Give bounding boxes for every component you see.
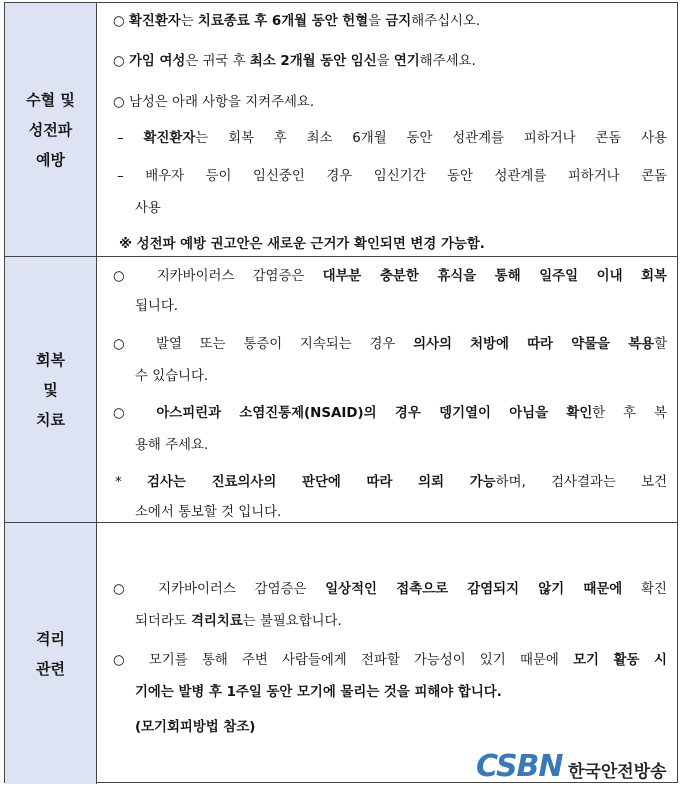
text-segment: ○ — [113, 54, 129, 69]
guideline-line — [113, 335, 667, 355]
text-segment: ○ 발열 또는 통증이 지속되는 경우 — [113, 337, 414, 352]
text-segment: 사용 — [135, 201, 161, 216]
guideline-line — [135, 436, 667, 456]
text-segment: 일상적인 접촉으로 감염되지 않기 때문에 — [325, 582, 623, 597]
text-segment: 아스피린과 소염진통제(NSAID)의 경우 뎅기열이 아님을 확인 — [156, 406, 593, 421]
guideline-line — [113, 267, 667, 287]
category-label: 관련 — [36, 659, 65, 678]
category-cell — [5, 523, 97, 784]
row-transfusion-prevention — [5, 3, 677, 257]
guideline-line — [113, 52, 667, 72]
content-cell — [97, 257, 677, 522]
content-cell — [97, 3, 677, 256]
text-segment: 는 회복 후 최소 6개월 동안 성관계를 피하거나 콘돔 사용 — [195, 131, 668, 146]
guideline-line — [115, 473, 667, 493]
text-segment: 대부분 충분한 휴식을 통해 일주일 이내 회복 — [322, 269, 667, 284]
text-segment: 의사의 처방에 따라 약물을 복용 — [413, 337, 655, 352]
guideline-line — [113, 580, 667, 600]
text-segment: ※ 성전파 예방 권고안은 새로운 근거가 확인되면 변경 가능함. — [119, 237, 485, 252]
guideline-line — [135, 199, 667, 219]
text-segment: – 배우자 등이 임신중인 경우 임신기간 동안 성관계를 피하거나 콘돔 — [117, 169, 667, 184]
category-label: 치료 — [36, 410, 65, 429]
category-label: 성전파 — [28, 120, 73, 139]
text-segment: 최소 2개월 동안 임신 — [249, 54, 377, 69]
text-segment: 수 있습니다. — [135, 369, 209, 384]
guideline-line — [119, 235, 667, 255]
text-segment: ○ 모기를 통해 주변 사람들에게 전파할 가능성이 있기 때문에 — [113, 653, 574, 668]
text-segment: 하며, 검사결과는 보건 — [495, 475, 668, 490]
text-segment: 는 불필요합니다. — [242, 614, 342, 629]
category-label: 수혈 및 — [26, 90, 75, 109]
guideline-line — [135, 718, 667, 738]
text-segment: 연기 — [393, 54, 420, 69]
text-segment: 기에는 발병 후 1주일 동안 모기에 물리는 것을 피해야 합니다. — [135, 685, 502, 700]
guideline-line — [135, 683, 667, 703]
text-segment: 해주십시오. — [411, 14, 481, 29]
text-segment: 을 — [368, 14, 386, 29]
zika-guidance-table — [4, 2, 678, 783]
text-segment: 용해 주세요. — [135, 438, 209, 453]
text-segment: ○ 지카바이러스 감염증은 — [113, 269, 323, 284]
logo-mark: CSBN — [476, 749, 563, 784]
broadcaster-logo — [476, 747, 678, 789]
text-segment: 해주세요. — [419, 54, 476, 69]
text-segment: 격리치료 — [191, 614, 243, 629]
category-cell — [5, 3, 97, 256]
text-segment: * — [115, 475, 148, 490]
text-segment: 을 — [376, 54, 394, 69]
text-segment: 확진 — [622, 582, 667, 597]
guideline-line — [113, 651, 667, 671]
text-segment: 됩니다. — [135, 299, 179, 314]
text-segment: 할 — [654, 337, 667, 352]
category-label: 및 — [43, 380, 58, 399]
guideline-line — [117, 167, 667, 187]
category-cell — [5, 257, 97, 522]
logo-name: 한국안전방송 — [568, 762, 667, 782]
text-segment: 되더라도 — [135, 614, 191, 629]
text-segment: ○ 지카바이러스 감염증은 — [113, 582, 326, 597]
text-segment: 확진환자 — [143, 131, 196, 146]
guideline-line — [135, 367, 667, 387]
text-segment: – — [117, 131, 144, 146]
text-segment: ○ — [113, 406, 157, 421]
text-segment: 은 귀국 후 — [185, 54, 250, 69]
text-segment: (모기회피방법 참조) — [135, 720, 256, 735]
content-cell — [97, 523, 677, 784]
guideline-line — [117, 129, 667, 149]
category-label: 예방 — [36, 150, 65, 169]
text-segment: 소에서 통보할 것 입니다. — [135, 505, 282, 520]
category-label: 회복 — [36, 350, 65, 369]
text-segment: 가임 여성 — [128, 54, 186, 69]
guideline-line — [135, 503, 667, 523]
text-segment: 검사는 진료의사의 판단에 따라 의뢰 가능 — [147, 475, 496, 490]
text-segment: 한 후 복 — [592, 406, 667, 421]
text-segment: ○ 남성은 아래 사항을 지켜주세요. — [113, 95, 315, 110]
row-isolation — [5, 523, 677, 784]
row-recovery-treatment — [5, 257, 677, 523]
guideline-line — [113, 93, 667, 113]
text-segment: 는 — [180, 14, 198, 29]
text-segment: 모기 활동 시 — [573, 653, 667, 668]
text-segment: 치료종료 후 6개월 동안 헌혈 — [197, 14, 369, 29]
category-label: 격리 — [36, 629, 65, 648]
text-segment: ○ — [113, 14, 129, 29]
guideline-line — [135, 612, 667, 632]
guideline-line — [113, 12, 667, 32]
guideline-line — [135, 297, 667, 317]
text-segment: 금지 — [385, 14, 412, 29]
text-segment: 확진환자 — [128, 14, 181, 29]
guideline-line — [113, 404, 667, 424]
